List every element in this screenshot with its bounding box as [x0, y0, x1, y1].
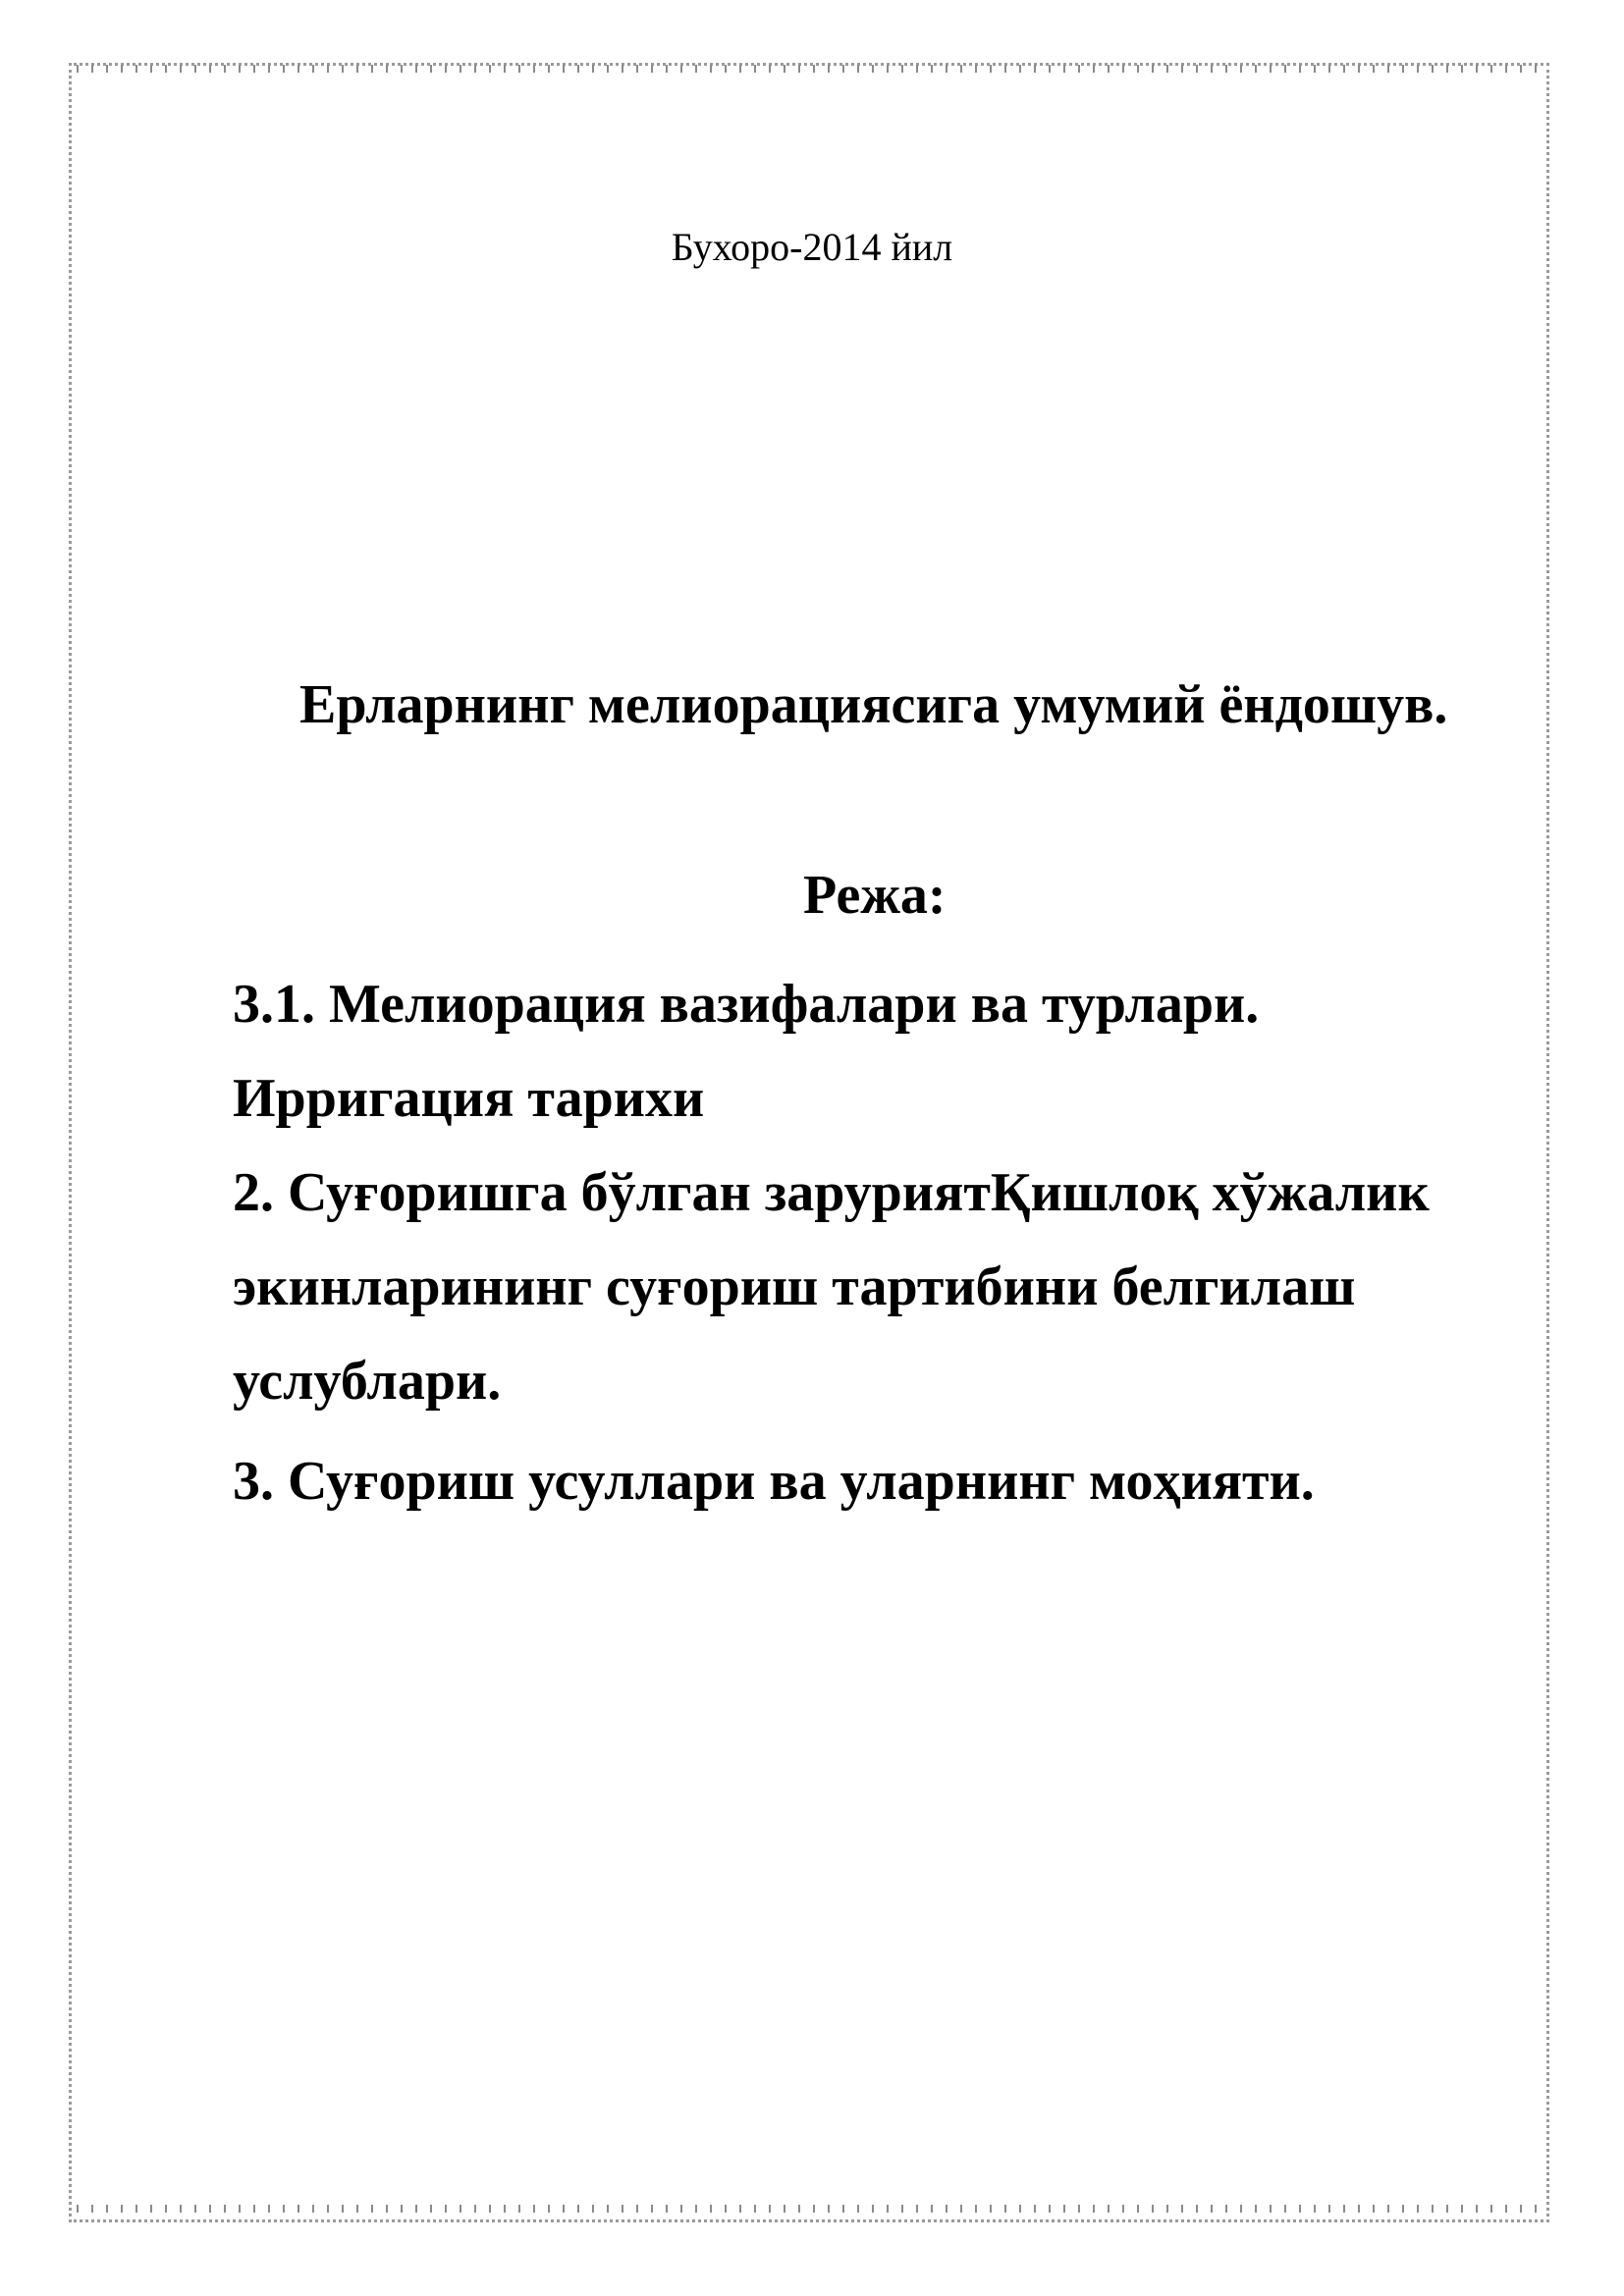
page-border-bottom-ornament	[77, 2205, 1543, 2213]
plan-line: 2. Суғоришга бўлган заруриятҚишлоқ хўжалик	[233, 1162, 1430, 1223]
plan-line: Ирригация тарихи	[233, 1068, 705, 1129]
plan-line: 3. Суғориш усуллари ва уларнинг моҳияти.	[233, 1451, 1315, 1512]
plan-line: 3.1. Мелиорация вазифалари ва турлари.	[233, 974, 1260, 1035]
plan-line: экинларининг суғориш тартибини белгилаш	[233, 1256, 1356, 1317]
plan-line: услублари.	[233, 1351, 502, 1412]
topic-title: Ерларнинг мелиорациясига умумий ёндошув.	[299, 674, 1448, 735]
plan-heading: Режа:	[803, 865, 947, 926]
city-year-line: Бухоро-2014 йил	[671, 225, 953, 269]
page-border-top-ornament	[77, 65, 1543, 73]
plan-list	[233, 957, 1529, 1528]
